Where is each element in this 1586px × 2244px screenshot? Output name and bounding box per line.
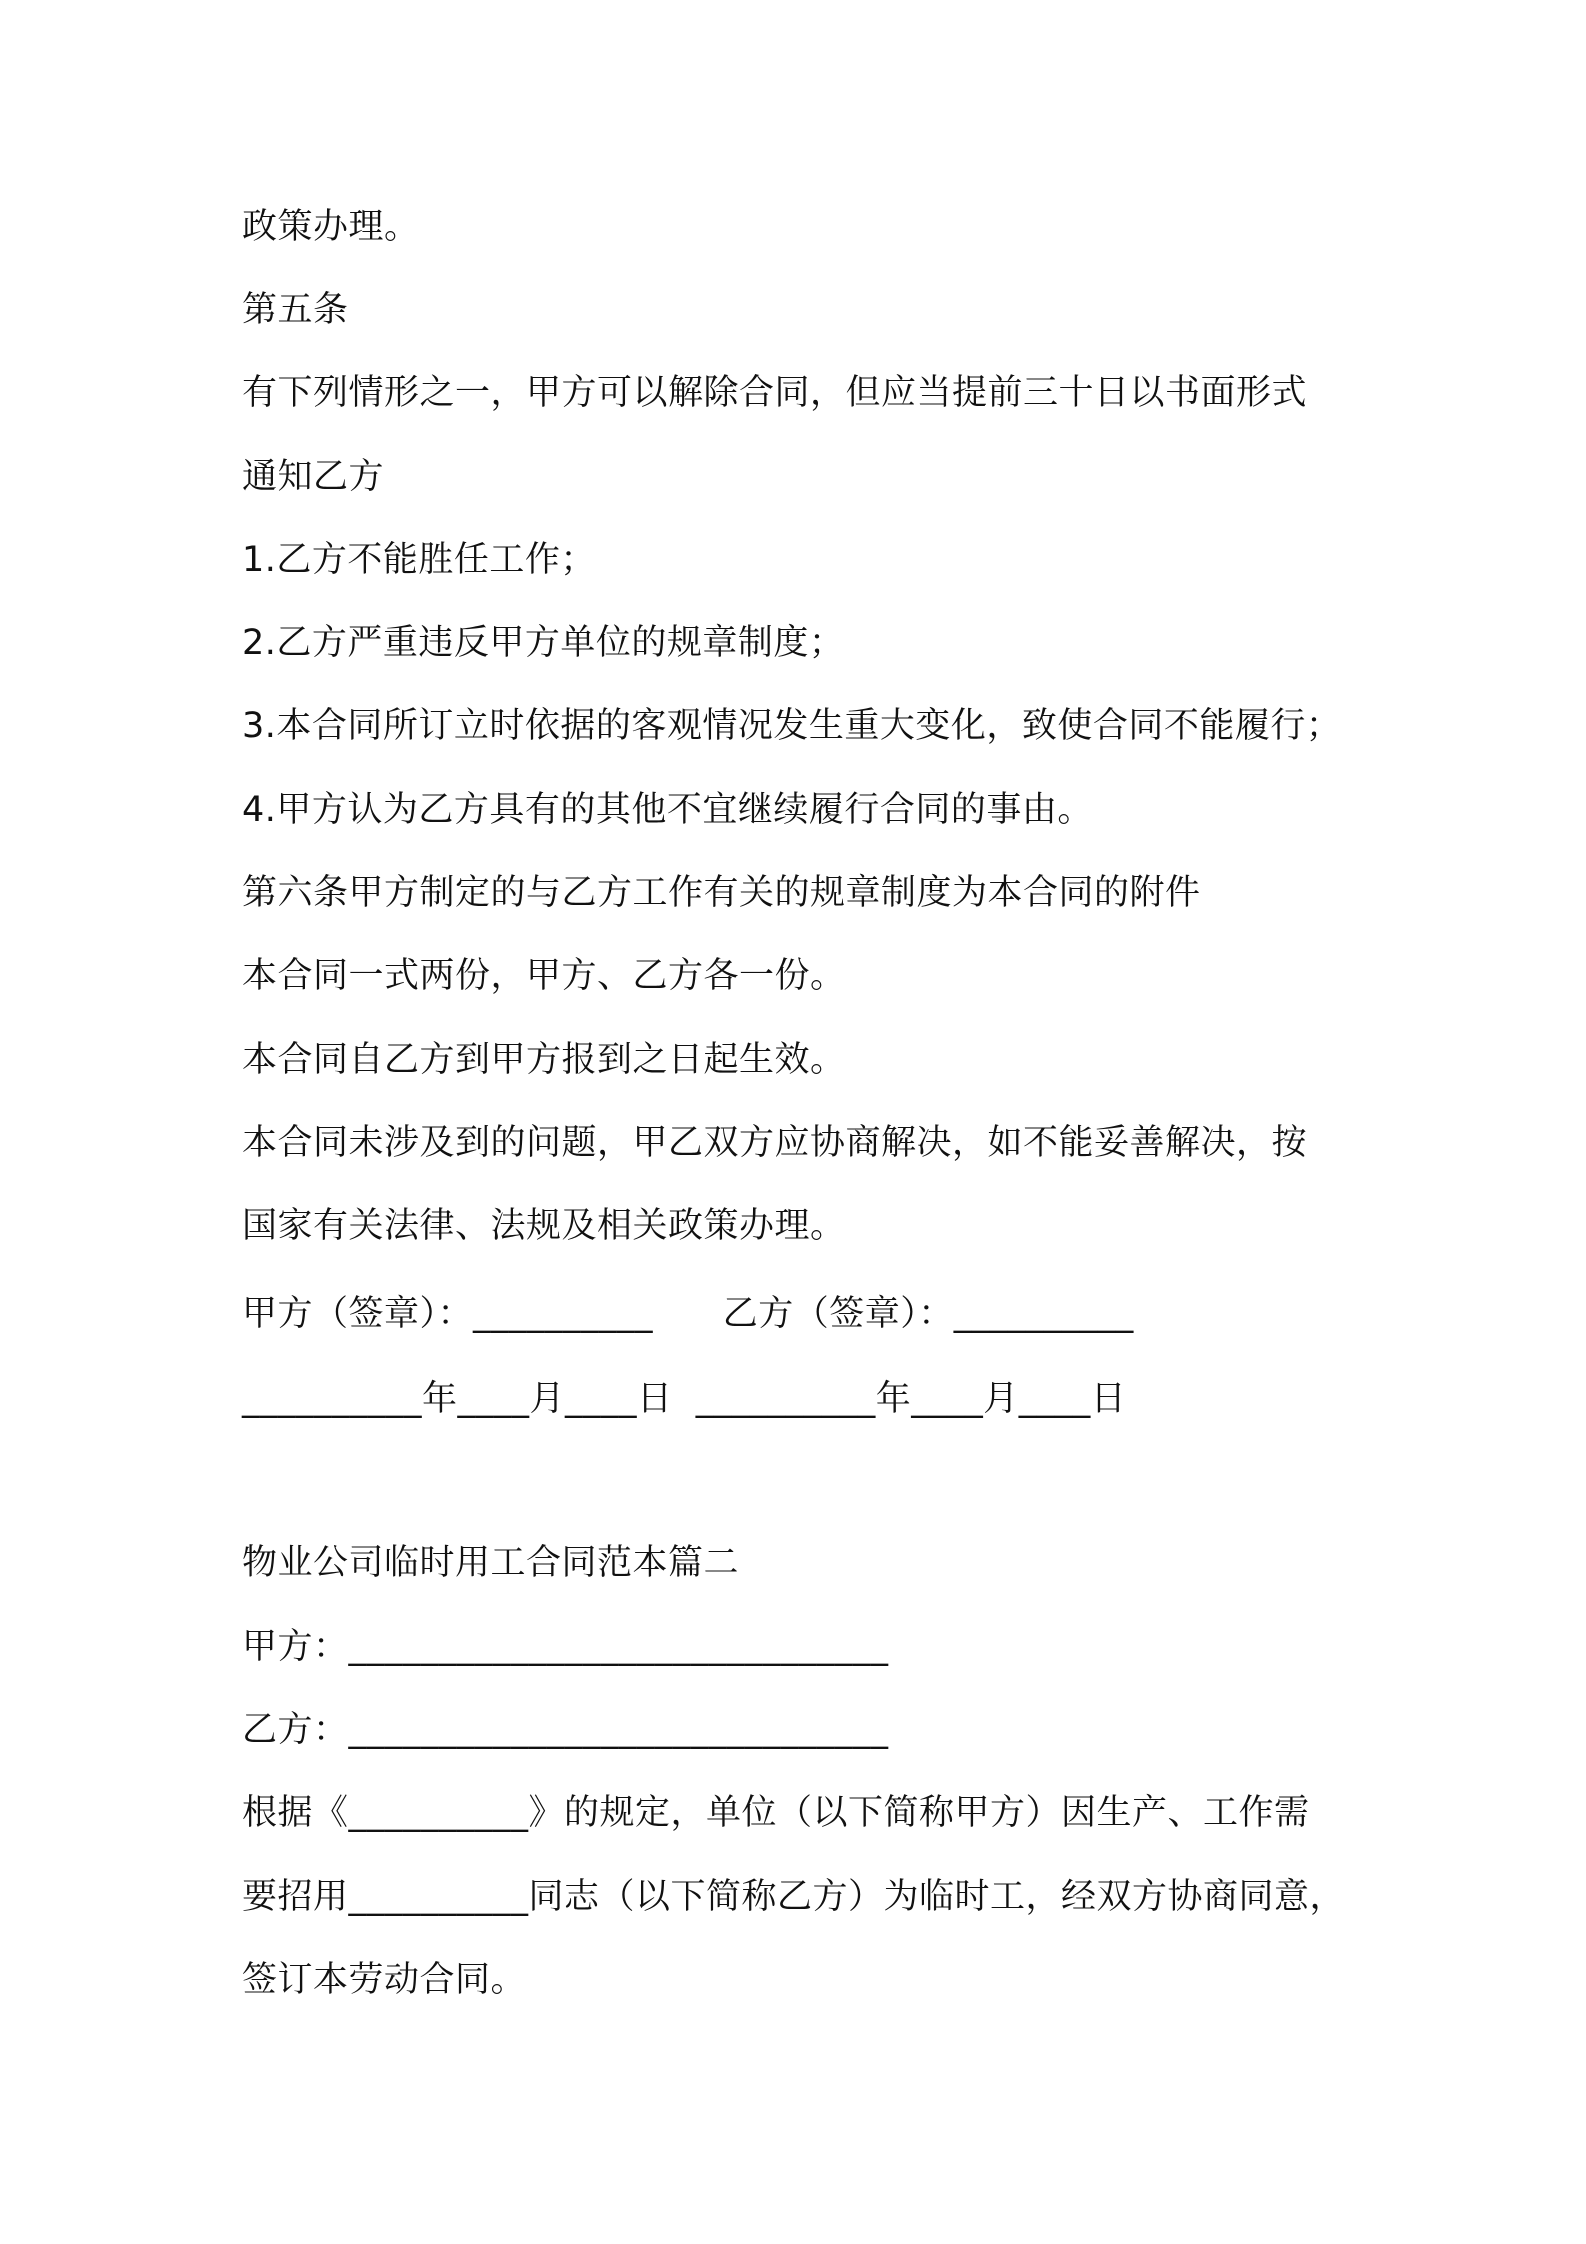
text-line: 根据《__________》的规定，单位（以下简称甲方）因生产、工作需	[242, 1793, 1310, 1833]
text-line: 国家有关法律、法规及相关政策办理。	[242, 1206, 846, 1246]
date-line: __________年____月____日 __________年____月____日	[242, 1379, 1127, 1419]
list-item: 3.本合同所订立时依据的客观情况发生重大变化，致使合同不能履行；	[242, 706, 1342, 746]
signature-line: 甲方（签章）：__________ 乙方（签章）：__________	[242, 1294, 1134, 1334]
text-line: 要招用__________同志（以下简称乙方）为临时工，经双方协商同意，	[242, 1877, 1346, 1917]
text-line: 有下列情形之一，甲方可以解除合同，但应当提前三十日以书面形式	[242, 373, 1308, 413]
text-line: 通知乙方	[242, 457, 385, 497]
section-title: 物业公司临时用工合同范本篇二	[242, 1543, 740, 1583]
party-b-line: 乙方：______________________________	[242, 1710, 889, 1750]
list-item: 4.甲方认为乙方具有的其他不宜继续履行合同的事由。	[242, 790, 1093, 830]
list-item: 1.乙方不能胜任工作；	[242, 540, 596, 580]
list-item: 2.乙方严重违反甲方单位的规章制度；	[242, 623, 845, 663]
text-line: 本合同一式两份，甲方、乙方各一份。	[242, 956, 846, 996]
text-line: 本合同自乙方到甲方报到之日起生效。	[242, 1040, 846, 1080]
text-line: 签订本劳动合同。	[242, 1960, 527, 2000]
article-heading: 第五条	[242, 290, 349, 330]
text-line: 第六条甲方制定的与乙方工作有关的规章制度为本合同的附件	[242, 873, 1201, 913]
party-a-line: 甲方：______________________________	[242, 1627, 889, 1667]
text-line: 政策办理。	[242, 207, 420, 247]
text-line: 本合同未涉及到的问题，甲乙双方应协商解决，如不能妥善解决，按	[242, 1123, 1308, 1163]
